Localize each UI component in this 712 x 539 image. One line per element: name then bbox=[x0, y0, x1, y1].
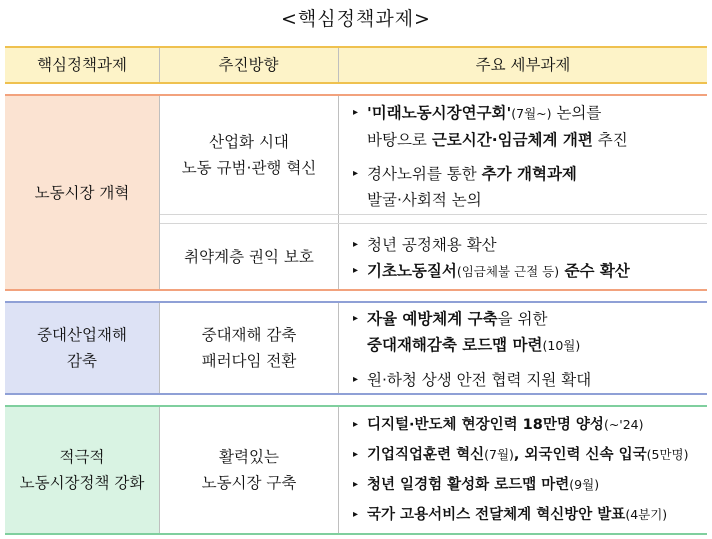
page-title: <핵심정책과제> bbox=[281, 8, 431, 30]
section-title bbox=[5, 407, 159, 533]
task-line bbox=[367, 258, 703, 285]
task-text: , 외국인력 신속 입국 bbox=[513, 447, 647, 463]
row-divider bbox=[160, 214, 707, 215]
task-list bbox=[353, 232, 703, 285]
bullet-icon: ▸ bbox=[353, 374, 359, 385]
task-line bbox=[367, 332, 703, 359]
task-item bbox=[353, 440, 709, 470]
task-item bbox=[353, 258, 703, 285]
task-text: (4분기) bbox=[625, 507, 668, 522]
task-line bbox=[367, 100, 703, 127]
direction-line: 패러다임 전환 bbox=[201, 352, 297, 370]
table-header bbox=[5, 46, 707, 84]
direction-cell bbox=[160, 407, 338, 533]
task-text: 근로시간·임금체계 개편 bbox=[431, 131, 593, 149]
column-divider bbox=[338, 303, 339, 393]
section-labor-market-reform bbox=[5, 94, 707, 291]
section-title-line: 노동시장정책 강화 bbox=[19, 474, 145, 492]
task-text: 을 위한 bbox=[497, 310, 548, 328]
task-text: (7월) bbox=[484, 447, 514, 462]
direction-cell bbox=[160, 224, 338, 289]
header-col-tasks: 주요 세부과제 bbox=[475, 56, 571, 74]
task-text: 추진 bbox=[592, 131, 628, 149]
task-text: (임금체불 근절 등) bbox=[456, 264, 560, 279]
direction-line: 중대재해 감축 bbox=[201, 326, 297, 344]
task-text: 준수 확산 bbox=[559, 262, 630, 280]
task-text: 바탕으로 bbox=[367, 131, 432, 149]
task-text: 청년 일경험 활성화 로드맵 마련 bbox=[367, 477, 570, 493]
task-text: 자율 예방체계 구축 bbox=[367, 310, 498, 328]
task-text: (9월) bbox=[569, 477, 600, 492]
task-text: 발굴·사회적 논의 bbox=[367, 191, 482, 209]
bullet-icon: ▸ bbox=[353, 168, 359, 179]
section-title-line: 적극적 bbox=[59, 448, 105, 466]
task-line bbox=[367, 161, 703, 187]
task-item bbox=[353, 161, 703, 213]
task-text: 논의를 bbox=[551, 104, 602, 122]
task-list bbox=[353, 100, 703, 213]
column-divider bbox=[338, 407, 339, 533]
section-title: 노동시장 개혁 bbox=[5, 96, 159, 289]
task-text: 기초노동질서 bbox=[367, 262, 457, 280]
section-title-line: 감축 bbox=[67, 352, 97, 370]
task-line bbox=[367, 232, 703, 258]
task-list bbox=[353, 410, 709, 530]
section-title bbox=[5, 303, 159, 393]
task-item bbox=[353, 410, 709, 440]
task-item bbox=[353, 470, 709, 500]
header-col-policy: 핵심정책과제 bbox=[37, 56, 127, 74]
task-line bbox=[367, 367, 703, 393]
task-text: (~'24) bbox=[603, 417, 644, 432]
direction-line: 활력있는 bbox=[219, 448, 279, 466]
task-text: (5만명) bbox=[646, 447, 689, 462]
task-line bbox=[367, 410, 709, 440]
bullet-icon: ▸ bbox=[353, 239, 359, 250]
bullet-icon: ▸ bbox=[353, 265, 359, 276]
bullet-icon: ▸ bbox=[353, 449, 359, 460]
task-text: 기업직업훈련 혁신 bbox=[367, 447, 485, 463]
task-line bbox=[367, 470, 709, 500]
task-text: 원·하청 상생 안전 협력 지원 확대 bbox=[367, 371, 592, 389]
task-item bbox=[353, 500, 709, 530]
task-list bbox=[353, 306, 703, 393]
direction-line: 산업화 시대 bbox=[209, 133, 289, 151]
task-line bbox=[367, 440, 709, 470]
task-text: 경사노위를 통한 bbox=[367, 165, 482, 183]
section-active-labor-policy bbox=[5, 405, 707, 535]
direction-cell bbox=[160, 303, 338, 393]
task-item bbox=[353, 100, 703, 153]
task-text: 청년 공정채용 확산 bbox=[367, 236, 497, 254]
task-text: 추가 개혁과제 bbox=[481, 165, 577, 183]
task-text: 중대재해감축 로드맵 마련 bbox=[367, 336, 543, 354]
section-industrial-accident-reduction bbox=[5, 301, 707, 395]
bullet-icon: ▸ bbox=[353, 419, 359, 430]
direction-line: 노동 규범·관행 혁신 bbox=[181, 159, 317, 177]
task-text: (7월~) bbox=[511, 106, 552, 121]
column-divider bbox=[338, 96, 339, 289]
task-item bbox=[353, 232, 703, 258]
direction-line: 취약계층 권익 보호 bbox=[184, 247, 314, 266]
task-text: 디지털·반도체 현장인력 18만명 양성 bbox=[367, 417, 604, 433]
section-title-line: 중대산업재해 bbox=[37, 326, 127, 344]
bullet-icon: ▸ bbox=[353, 313, 359, 324]
direction-line: 노동시장 구축 bbox=[201, 474, 297, 492]
bullet-icon: ▸ bbox=[353, 509, 359, 520]
direction-cell bbox=[160, 96, 338, 214]
task-line bbox=[367, 306, 703, 332]
task-line bbox=[367, 500, 709, 530]
task-text: '미래노동시장연구회' bbox=[367, 104, 512, 122]
bullet-icon: ▸ bbox=[353, 107, 359, 118]
task-item bbox=[353, 306, 703, 359]
task-text: 국가 고용서비스 전달체계 혁신방안 발표 bbox=[367, 507, 626, 523]
task-line bbox=[367, 127, 703, 153]
task-line bbox=[367, 187, 703, 213]
header-col-direction: 추진방향 bbox=[218, 56, 279, 74]
task-text: (10월) bbox=[542, 338, 581, 353]
task-item bbox=[353, 367, 703, 393]
bullet-icon: ▸ bbox=[353, 479, 359, 490]
